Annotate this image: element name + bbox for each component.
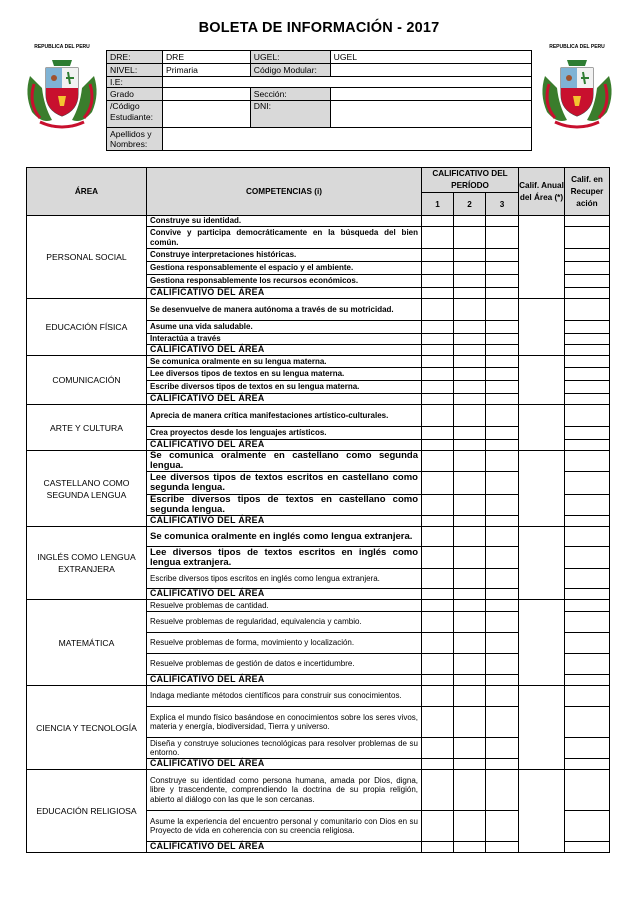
area-name: PERSONAL SOCIAL — [27, 216, 147, 299]
competencia-text: Gestiona responsablemente los recursos económicos. — [147, 275, 422, 288]
grade-period-3-cell[interactable] — [486, 356, 519, 368]
competencia-text: Lee diversos tipos de textos escritos en inglés como lengua extranjera. — [147, 547, 422, 569]
grade-period-3-cell[interactable] — [486, 600, 519, 612]
grade-period-1-cell[interactable] — [422, 654, 454, 675]
crest-label: REPUBLICA DEL PERU — [34, 44, 90, 50]
calif-anual-cell[interactable] — [519, 600, 565, 686]
grade-period-2-cell[interactable] — [454, 527, 486, 547]
grade-period-2-cell[interactable] — [454, 381, 486, 394]
grade-period-1-cell[interactable] — [422, 770, 454, 811]
competencia-row — [27, 405, 610, 427]
grade-period-3-cell[interactable] — [486, 334, 519, 345]
nombres-value[interactable] — [162, 128, 531, 151]
grade-period-2-cell[interactable] — [454, 759, 486, 770]
calif-recuperacion-cell[interactable] — [565, 527, 610, 547]
grade-period-3-cell[interactable] — [486, 707, 519, 738]
grade-period-3-cell[interactable] — [486, 842, 519, 853]
period-2-header: 2 — [454, 193, 486, 216]
grade-period-3-cell[interactable] — [486, 216, 519, 227]
grade-period-3-cell[interactable] — [486, 770, 519, 811]
calif-recuperacion-cell[interactable] — [565, 381, 610, 394]
grade-period-2-cell[interactable] — [454, 249, 486, 262]
grade-period-3-cell[interactable] — [486, 738, 519, 759]
competencia-text: Se comunica oralmente en inglés como lengua extranjera. — [147, 527, 422, 547]
grade-period-3-cell[interactable] — [486, 547, 519, 569]
grade-period-3-cell[interactable] — [486, 405, 519, 427]
grades-table — [26, 167, 610, 853]
competencia-text: Escribe diversos tipos de textos en castellano como segunda lengua. — [147, 495, 422, 516]
calif-recuperacion-cell[interactable] — [565, 707, 610, 738]
grade-period-2-cell[interactable] — [454, 356, 486, 368]
dre-label: DRE: — [107, 51, 163, 64]
seccion-label: Sección: — [250, 88, 330, 101]
grade-period-2-cell[interactable] — [454, 654, 486, 675]
grade-period-1-cell[interactable] — [422, 589, 454, 600]
calif-recuperacion-cell[interactable] — [565, 569, 610, 589]
grade-period-3-cell[interactable] — [486, 262, 519, 275]
nombres-label: Apellidos y Nombres: — [107, 128, 163, 151]
grade-period-3-cell[interactable] — [486, 612, 519, 633]
area-name: COMUNICACIÓN — [27, 356, 147, 405]
grade-period-2-cell[interactable] — [454, 633, 486, 654]
area-header: ÁREA — [27, 168, 147, 216]
grade-period-2-cell[interactable] — [454, 547, 486, 569]
grade-period-2-cell[interactable] — [454, 738, 486, 759]
grade-period-2-cell[interactable] — [454, 440, 486, 451]
grade-period-2-cell[interactable] — [454, 495, 486, 516]
competencias-header: COMPETENCIAS (i) — [147, 168, 422, 216]
grade-period-2-cell[interactable] — [454, 368, 486, 381]
competencia-text: Indaga mediante métodos científicos para construir sus conocimientos. — [147, 686, 422, 707]
dni-value[interactable] — [330, 101, 531, 128]
grade-period-1-cell[interactable] — [422, 472, 454, 495]
grade-period-1-cell[interactable] — [422, 356, 454, 368]
calif-recuperacion-cell[interactable] — [565, 600, 610, 612]
calif-recuperacion-cell[interactable] — [565, 334, 610, 345]
calif-recuperacion-cell[interactable] — [565, 686, 610, 707]
grade-period-3-cell[interactable] — [486, 472, 519, 495]
calif-anual-cell[interactable] — [519, 405, 565, 451]
dre-value[interactable]: DRE — [162, 51, 250, 64]
grade-period-3-cell[interactable] — [486, 381, 519, 394]
grade-period-2-cell[interactable] — [454, 227, 486, 249]
competencia-text: Resuelve problemas de gestión de datos e incertidumbre. — [147, 654, 422, 675]
calificativo-periodo-header: CALIFICATIVO DEL PERÍODO — [422, 168, 519, 193]
calif-recuperacion-cell[interactable] — [565, 275, 610, 288]
grade-period-1-cell[interactable] — [422, 321, 454, 334]
competencia-text: Aprecia de manera crítica manifestaciones artístico-culturales. — [147, 405, 422, 427]
grade-period-1-cell[interactable] — [422, 612, 454, 633]
calificativo-area-label: CALIFICATIVO DEL ÁREA — [147, 394, 422, 405]
grade-period-2-cell[interactable] — [454, 394, 486, 405]
grade-period-3-cell[interactable] — [486, 321, 519, 334]
competencia-text: Resuelve problemas de forma, movimiento y localización. — [147, 633, 422, 654]
calif-anual-cell[interactable] — [519, 216, 565, 299]
competencia-text: Resuelve problemas de regularidad, equivalencia y cambio. — [147, 612, 422, 633]
competencia-text: Resuelve problemas de cantidad. — [147, 600, 422, 612]
grade-period-2-cell[interactable] — [454, 405, 486, 427]
grade-period-2-cell[interactable] — [454, 451, 486, 472]
grade-period-3-cell[interactable] — [486, 527, 519, 547]
calif-recuperacion-cell[interactable] — [565, 440, 610, 451]
competencia-text: Se comunica oralmente en castellano como segunda lengua. — [147, 451, 422, 472]
grade-period-2-cell[interactable] — [454, 288, 486, 299]
grade-period-1-cell[interactable] — [422, 299, 454, 321]
coat-of-arms-right — [537, 44, 617, 132]
grade-period-1-cell[interactable] — [422, 262, 454, 275]
ie-label: I.E: — [107, 77, 163, 88]
calif-recuperacion-cell[interactable] — [565, 451, 610, 472]
competencia-row — [27, 686, 610, 707]
calif-recuperacion-cell[interactable] — [565, 516, 610, 527]
grade-period-3-cell[interactable] — [486, 345, 519, 356]
calif-recuperacion-cell[interactable] — [565, 368, 610, 381]
calif-recuperacion-cell[interactable] — [565, 288, 610, 299]
grade-period-1-cell[interactable] — [422, 495, 454, 516]
grade-period-1-cell[interactable] — [422, 842, 454, 853]
grade-period-1-cell[interactable] — [422, 633, 454, 654]
ugel-label: UGEL: — [250, 51, 330, 64]
competencia-row — [27, 216, 610, 227]
grade-period-2-cell[interactable] — [454, 589, 486, 600]
competencia-text: Construye interpretaciones históricas. — [147, 249, 422, 262]
grade-period-3-cell[interactable] — [486, 275, 519, 288]
dni-label: DNI: — [250, 101, 330, 128]
calificativo-area-label: CALIFICATIVO DEL ÁREA — [147, 288, 422, 299]
calif-anual-cell[interactable] — [519, 686, 565, 770]
grade-period-3-cell[interactable] — [486, 811, 519, 842]
grade-period-2-cell[interactable] — [454, 299, 486, 321]
competencia-text: Escribe diversos tipos de textos en su lengua materna. — [147, 381, 422, 394]
grade-period-1-cell[interactable] — [422, 675, 454, 686]
grade-period-2-cell[interactable] — [454, 427, 486, 440]
calif-anual-cell[interactable] — [519, 770, 565, 853]
calificativo-area-label: CALIFICATIVO DEL ÁREA — [147, 675, 422, 686]
grade-period-1-cell[interactable] — [422, 440, 454, 451]
grade-period-2-cell[interactable] — [454, 334, 486, 345]
grade-period-3-cell[interactable] — [486, 633, 519, 654]
grade-period-1-cell[interactable] — [422, 707, 454, 738]
calif-recuperacion-header: Calif. en Recuper ación — [565, 168, 610, 216]
student-info-table — [106, 50, 532, 151]
calif-recuperacion-cell[interactable] — [565, 472, 610, 495]
area-name: ARTE Y CULTURA — [27, 405, 147, 451]
grade-period-1-cell[interactable] — [422, 516, 454, 527]
grade-period-1-cell[interactable] — [422, 405, 454, 427]
grade-period-3-cell[interactable] — [486, 569, 519, 589]
competencia-text: Lee diversos tipos de textos en su lengua materna. — [147, 368, 422, 381]
calif-recuperacion-cell[interactable] — [565, 262, 610, 275]
calif-recuperacion-cell[interactable] — [565, 675, 610, 686]
grade-period-1-cell[interactable] — [422, 547, 454, 569]
area-name: CASTELLANO COMO SEGUNDA LENGUA — [27, 451, 147, 527]
grade-period-2-cell[interactable] — [454, 472, 486, 495]
competencia-text: Diseña y construye soluciones tecnológicas para resolver problemas de su entorno. — [147, 738, 422, 759]
competencia-row — [27, 451, 610, 472]
competencia-row — [27, 527, 610, 547]
competencia-text: Crea proyectos desde los lenguajes artísticos. — [147, 427, 422, 440]
grade-period-3-cell[interactable] — [486, 451, 519, 472]
grade-period-1-cell[interactable] — [422, 811, 454, 842]
calif-anual-cell[interactable] — [519, 527, 565, 600]
calif-recuperacion-cell[interactable] — [565, 770, 610, 811]
coat-of-arms-left — [22, 44, 102, 132]
period-1-header: 1 — [422, 193, 454, 216]
nivel-value[interactable]: Primaria — [162, 64, 250, 77]
grade-period-3-cell[interactable] — [486, 394, 519, 405]
calif-recuperacion-cell[interactable] — [565, 227, 610, 249]
calif-recuperacion-cell[interactable] — [565, 811, 610, 842]
calif-recuperacion-cell[interactable] — [565, 589, 610, 600]
calif-anual-cell[interactable] — [519, 299, 565, 356]
grade-period-1-cell[interactable] — [422, 334, 454, 345]
grade-period-3-cell[interactable] — [486, 495, 519, 516]
calificativo-area-label: CALIFICATIVO DEL ÁREA — [147, 440, 422, 451]
calificativo-area-label: CALIFICATIVO DEL ÁREA — [147, 589, 422, 600]
grade-period-2-cell[interactable] — [454, 675, 486, 686]
grade-period-2-cell[interactable] — [454, 686, 486, 707]
grade-period-3-cell[interactable] — [486, 759, 519, 770]
grade-period-2-cell[interactable] — [454, 612, 486, 633]
competencia-text: Explica el mundo físico basándose en conocimientos sobre los seres vivos, materia y energía, biodiversidad, Tierra y universo. — [147, 707, 422, 738]
codigo-estudiante-label: /Código Estudiante: — [107, 101, 163, 128]
ugel-value[interactable]: UGEL — [330, 51, 531, 64]
period-3-header: 3 — [486, 193, 519, 216]
calif-recuperacion-cell[interactable] — [565, 842, 610, 853]
grade-period-1-cell[interactable] — [422, 569, 454, 589]
grade-period-3-cell[interactable] — [486, 675, 519, 686]
area-name: EDUCACIÓN FÍSICA — [27, 299, 147, 356]
codigo-modular-label: Código Modular: — [250, 64, 330, 77]
competencia-text: Asume la experiencia del encuentro personal y comunitario con Dios en su Proyecto de vida en coherencia con su creencia religiosa. — [147, 811, 422, 842]
grade-period-1-cell[interactable] — [422, 451, 454, 472]
grade-period-3-cell[interactable] — [486, 686, 519, 707]
calificativo-area-label: CALIFICATIVO DEL ÁREA — [147, 842, 422, 853]
calif-recuperacion-cell[interactable] — [565, 633, 610, 654]
competencia-text: Se desenvuelve de manera autónoma a través de su motricidad. — [147, 299, 422, 321]
grade-period-2-cell[interactable] — [454, 569, 486, 589]
grade-period-2-cell[interactable] — [454, 216, 486, 227]
competencia-row — [27, 600, 610, 612]
grade-period-3-cell[interactable] — [486, 427, 519, 440]
calif-recuperacion-cell[interactable] — [565, 299, 610, 321]
calif-recuperacion-cell[interactable] — [565, 738, 610, 759]
grade-period-3-cell[interactable] — [486, 440, 519, 451]
calif-recuperacion-cell[interactable] — [565, 356, 610, 368]
seccion-value[interactable] — [330, 88, 531, 101]
grade-period-1-cell[interactable] — [422, 216, 454, 227]
grado-value[interactable] — [162, 88, 250, 101]
grade-period-1-cell[interactable] — [422, 288, 454, 299]
grade-period-3-cell[interactable] — [486, 288, 519, 299]
coat-of-arms-icon — [537, 50, 617, 138]
competencia-row — [27, 356, 610, 368]
calif-recuperacion-cell[interactable] — [565, 427, 610, 440]
grade-period-2-cell[interactable] — [454, 842, 486, 853]
calificativo-area-label: CALIFICATIVO DEL ÁREA — [147, 516, 422, 527]
grade-period-2-cell[interactable] — [454, 707, 486, 738]
grade-period-1-cell[interactable] — [422, 738, 454, 759]
grade-period-1-cell[interactable] — [422, 249, 454, 262]
grade-period-1-cell[interactable] — [422, 275, 454, 288]
calif-recuperacion-cell[interactable] — [565, 249, 610, 262]
competencia-text: Interactúa a través — [147, 334, 422, 345]
grade-period-1-cell[interactable] — [422, 759, 454, 770]
grade-period-2-cell[interactable] — [454, 345, 486, 356]
grade-period-3-cell[interactable] — [486, 516, 519, 527]
codigo-estudiante-value[interactable] — [162, 101, 250, 128]
grade-period-2-cell[interactable] — [454, 275, 486, 288]
grade-period-2-cell[interactable] — [454, 262, 486, 275]
competencia-text: Convive y participa democráticamente en la búsqueda del bien común. — [147, 227, 422, 249]
grado-label: Grado — [107, 88, 163, 101]
calif-recuperacion-cell[interactable] — [565, 759, 610, 770]
area-name: MATEMÁTICA — [27, 600, 147, 686]
grade-period-3-cell[interactable] — [486, 654, 519, 675]
competencia-text: Escribe diversos tipos escritos en inglés como lengua extranjera. — [147, 569, 422, 589]
grade-period-1-cell[interactable] — [422, 381, 454, 394]
calif-recuperacion-cell[interactable] — [565, 654, 610, 675]
calif-anual-cell[interactable] — [519, 356, 565, 405]
calif-recuperacion-cell[interactable] — [565, 612, 610, 633]
calif-recuperacion-cell[interactable] — [565, 321, 610, 334]
grade-period-2-cell[interactable] — [454, 516, 486, 527]
area-name: INGLÉS COMO LENGUA EXTRANJERA — [27, 527, 147, 600]
nivel-label: NIVEL: — [107, 64, 163, 77]
document-title: BOLETA DE INFORMACIÓN - 2017 — [198, 20, 440, 36]
ie-value[interactable] — [162, 77, 531, 88]
grade-period-3-cell[interactable] — [486, 299, 519, 321]
calif-recuperacion-cell[interactable] — [565, 216, 610, 227]
area-name: CIENCIA Y TECNOLOGÍA — [27, 686, 147, 770]
crest-label: REPUBLICA DEL PERU — [549, 44, 605, 50]
calif-recuperacion-cell[interactable] — [565, 345, 610, 356]
grade-period-2-cell[interactable] — [454, 321, 486, 334]
grade-period-2-cell[interactable] — [454, 811, 486, 842]
competencia-text: Construye su identidad como persona humana, amada por Dios, digna, libre y trascendente, comprendiendo la doctrina de su propia religión, abierto al diálogo con las que le son cercanas. — [147, 770, 422, 811]
competencia-text: Lee diversos tipos de textos escritos en castellano como segunda lengua. — [147, 472, 422, 495]
calificativo-area-label: CALIFICATIVO DEL ÁREA — [147, 345, 422, 356]
grade-period-2-cell[interactable] — [454, 770, 486, 811]
calif-anual-cell[interactable] — [519, 451, 565, 527]
grade-period-1-cell[interactable] — [422, 227, 454, 249]
grade-period-1-cell[interactable] — [422, 368, 454, 381]
grade-period-1-cell[interactable] — [422, 600, 454, 612]
competencia-text: Asume una vida saludable. — [147, 321, 422, 334]
grade-period-3-cell[interactable] — [486, 227, 519, 249]
competencia-row — [27, 299, 610, 321]
grade-period-1-cell[interactable] — [422, 686, 454, 707]
calif-recuperacion-cell[interactable] — [565, 495, 610, 516]
codigo-modular-value[interactable] — [330, 64, 531, 77]
grade-period-2-cell[interactable] — [454, 600, 486, 612]
competencia-row — [27, 770, 610, 811]
grade-period-3-cell[interactable] — [486, 368, 519, 381]
calif-recuperacion-cell[interactable] — [565, 405, 610, 427]
competencia-text: Se comunica oralmente en su lengua materna. — [147, 356, 422, 368]
competencia-text: Construye su identidad. — [147, 216, 422, 227]
area-name: EDUCACIÓN RELIGIOSA — [27, 770, 147, 853]
calif-anual-header: Calif. Anual del Área (*) — [519, 168, 565, 216]
calificativo-area-label: CALIFICATIVO DEL ÁREA — [147, 759, 422, 770]
grade-period-1-cell[interactable] — [422, 427, 454, 440]
calif-recuperacion-cell[interactable] — [565, 394, 610, 405]
grade-period-3-cell[interactable] — [486, 249, 519, 262]
calif-recuperacion-cell[interactable] — [565, 547, 610, 569]
competencia-text: Gestiona responsablemente el espacio y el ambiente. — [147, 262, 422, 275]
grade-period-1-cell[interactable] — [422, 527, 454, 547]
coat-of-arms-icon — [22, 50, 102, 138]
grade-period-3-cell[interactable] — [486, 589, 519, 600]
grade-period-1-cell[interactable] — [422, 345, 454, 356]
grade-period-1-cell[interactable] — [422, 394, 454, 405]
